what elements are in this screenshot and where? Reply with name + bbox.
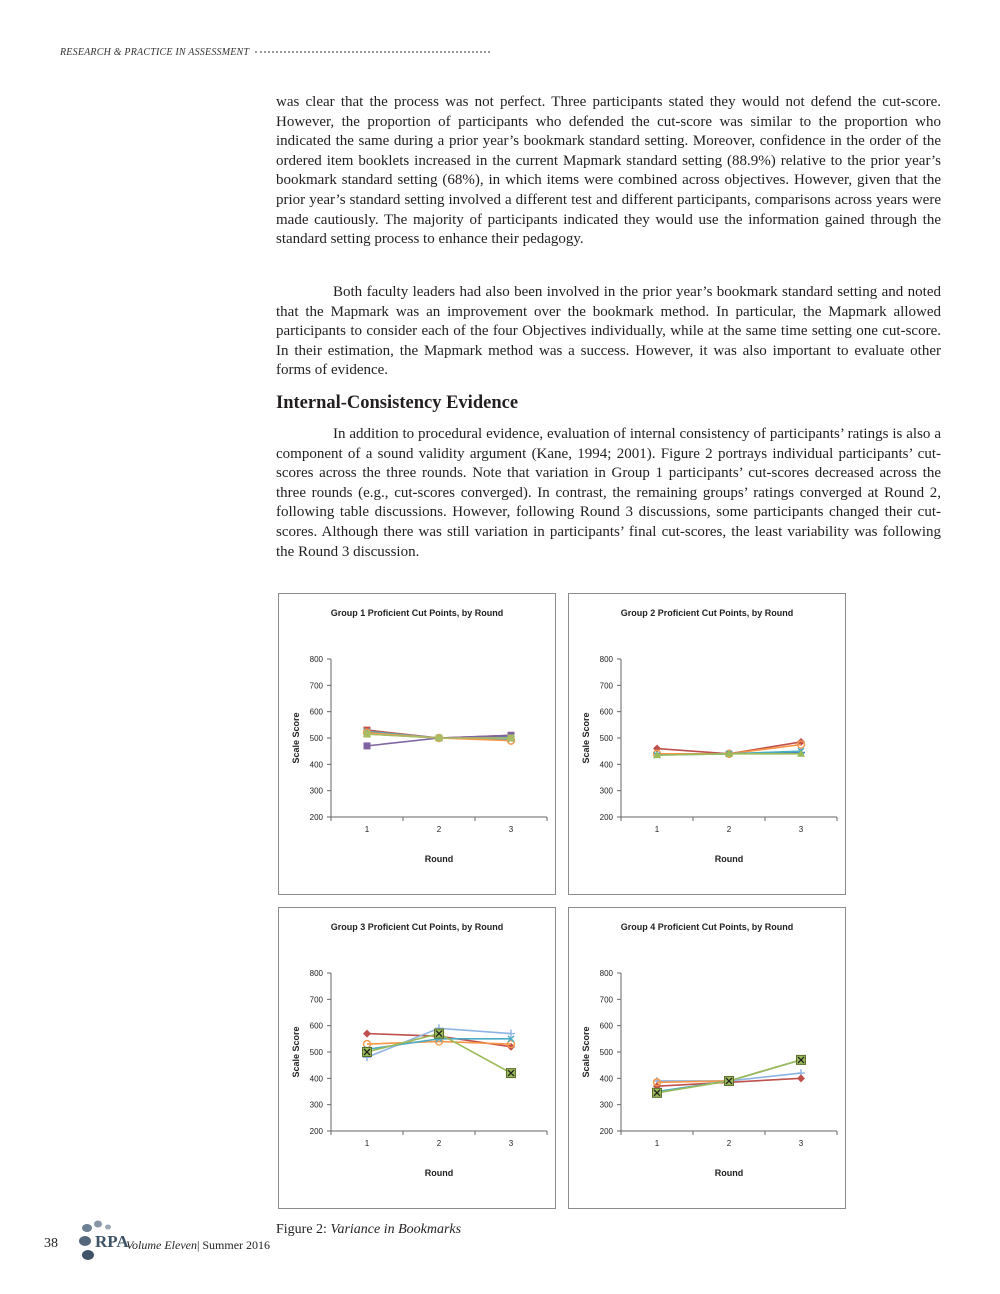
x-axis-label: Round <box>424 1168 454 1178</box>
data-point <box>725 1076 734 1085</box>
x-tick-label: 2 <box>726 1139 732 1148</box>
chart-svg <box>279 908 555 1208</box>
caption-label: Figure 2: <box>276 1222 327 1237</box>
y-tick-label: 800 <box>599 969 613 978</box>
running-title: RESEARCH & PRACTICE IN ASSESSMENT <box>60 47 250 58</box>
y-tick-label: 400 <box>599 760 613 770</box>
y-axis-label: Scale Score <box>291 712 301 764</box>
x-tick-label: 2 <box>726 825 732 834</box>
chart-group-4 <box>568 907 846 1209</box>
header-dotted-rule <box>255 51 490 53</box>
logo-text: RPA <box>95 1232 129 1251</box>
data-point <box>364 731 371 738</box>
caption-text: Variance in Bookmarks <box>330 1222 462 1237</box>
y-tick-label: 800 <box>309 969 323 978</box>
running-head <box>60 47 490 58</box>
data-point <box>797 1074 805 1082</box>
rpa-logo-icon <box>78 1218 129 1266</box>
y-tick-label: 300 <box>599 786 613 796</box>
chart-group-1 <box>278 593 556 895</box>
y-tick-label: 600 <box>309 1021 323 1031</box>
y-tick-label: 200 <box>309 813 323 822</box>
y-tick-label: 300 <box>309 1100 323 1110</box>
y-tick-label: 400 <box>309 1074 323 1084</box>
data-point <box>507 1069 516 1078</box>
page-number: 38 <box>44 1236 58 1251</box>
data-point <box>508 735 515 742</box>
data-point <box>363 1048 372 1057</box>
x-tick-label: 2 <box>436 1139 442 1148</box>
y-tick-label: 500 <box>599 734 613 743</box>
x-tick-label: 3 <box>508 1139 514 1148</box>
x-axis-label: Round <box>714 854 744 864</box>
y-tick-label: 800 <box>309 655 323 664</box>
y-tick-label: 700 <box>599 995 613 1005</box>
chart-title: Group 3 Proficient Cut Points, by Round <box>330 922 504 932</box>
chart-title: Group 2 Proficient Cut Points, by Round <box>620 608 794 618</box>
volume-line: Volume Eleven| Summer 2016 <box>126 1238 271 1252</box>
chart-group-3 <box>278 907 556 1209</box>
chart-title: Group 1 Proficient Cut Points, by Round <box>330 608 504 618</box>
x-tick-label: 3 <box>798 825 804 834</box>
x-tick-label: 1 <box>364 825 370 834</box>
x-tick-label: 3 <box>508 825 514 834</box>
y-tick-label: 300 <box>599 1100 613 1110</box>
y-tick-label: 700 <box>599 681 613 691</box>
paragraph-1: was clear that the process was not perfect. Three participants stated they would not defend the cut-score. However, the proportion of participants who defended the cut-score was similar to the proportion who indicated the same during a prior year’s bookmark standard setting. Moreover, confidence in the order of the ordered item booklets increased in the current Mapmark standard setting (88.9%) relative to the prior year’s bookmark standard setting (68%), in which items were combined across objectives. However, given that the prior year’s standard setting involved a different test and different participants, comparisons across years were made cautiously. The majority of participants indicated they would use the information gained through the standard setting process to enhance their pedagogy. <box>276 94 941 248</box>
x-axis-label: Round <box>714 1168 744 1178</box>
data-point <box>435 1029 444 1038</box>
paragraph-3: In addition to procedural evidence, evaluation of internal consistency of participants’ ratings is also a component of a sound validity argument (Kane, 1994; 2001). Figure 2 portrays individual participants’ cut-scores across the three rounds. Note that variation in Group 1 participants’ cut-scores decreased across the three rounds (e.g., cut-scores converged). In contrast, the remaining groups’ ratings converged at Round 2, following table discussions. However, following Round 3 discussions, some participants changed their cut-scores. Although there was still variation in participants’ final cut-scores, the least variability was following the Round 3 discussion. <box>276 426 941 560</box>
y-axis-label: Scale Score <box>581 1026 591 1078</box>
section-heading: Internal-Consistency Evidence <box>276 393 519 413</box>
y-tick-label: 600 <box>599 1021 613 1031</box>
data-point <box>797 1055 806 1064</box>
y-axis-label: Scale Score <box>291 1026 301 1078</box>
y-tick-label: 600 <box>599 707 613 717</box>
y-tick-label: 500 <box>309 734 323 743</box>
x-tick-label: 1 <box>654 1139 660 1148</box>
y-tick-label: 400 <box>309 760 323 770</box>
page-footer <box>30 1218 290 1268</box>
chart-title: Group 4 Proficient Cut Points, by Round <box>620 922 794 932</box>
x-tick-label: 1 <box>654 825 660 834</box>
y-tick-label: 300 <box>309 786 323 796</box>
series-line <box>367 1041 511 1044</box>
chart-group-2 <box>568 593 846 895</box>
data-point <box>436 735 443 742</box>
y-tick-label: 200 <box>599 813 613 822</box>
y-tick-label: 200 <box>599 1127 613 1136</box>
x-tick-label: 2 <box>436 825 442 834</box>
y-tick-label: 700 <box>309 995 323 1005</box>
y-tick-label: 400 <box>599 1074 613 1084</box>
figure-caption <box>276 1222 461 1238</box>
x-axis-label: Round <box>424 854 454 864</box>
y-tick-label: 500 <box>599 1048 613 1057</box>
y-tick-label: 500 <box>309 1048 323 1057</box>
paragraph-2: Both faculty leaders had also been involved in the prior year’s bookmark standard setting and noted that the Mapmark was an improvement over the bookmark method. In particular, the Mapmark allowed participants to consider each of the four Objectives individually, while at the same time setting one cut-score. In their estimation, the Mapmark method was a success. However, it was also important to evaluate other forms of evidence. <box>276 284 941 379</box>
chart-svg <box>569 908 845 1208</box>
y-tick-label: 600 <box>309 707 323 717</box>
x-tick-label: 1 <box>364 1139 370 1148</box>
data-point <box>363 1030 371 1038</box>
y-axis-label: Scale Score <box>581 712 591 764</box>
y-tick-label: 800 <box>599 655 613 664</box>
data-point <box>653 1088 662 1097</box>
chart-svg <box>279 594 555 894</box>
y-tick-label: 200 <box>309 1127 323 1136</box>
x-tick-label: 3 <box>798 1139 804 1148</box>
y-tick-label: 700 <box>309 681 323 691</box>
data-point <box>364 742 371 749</box>
chart-svg <box>569 594 845 894</box>
